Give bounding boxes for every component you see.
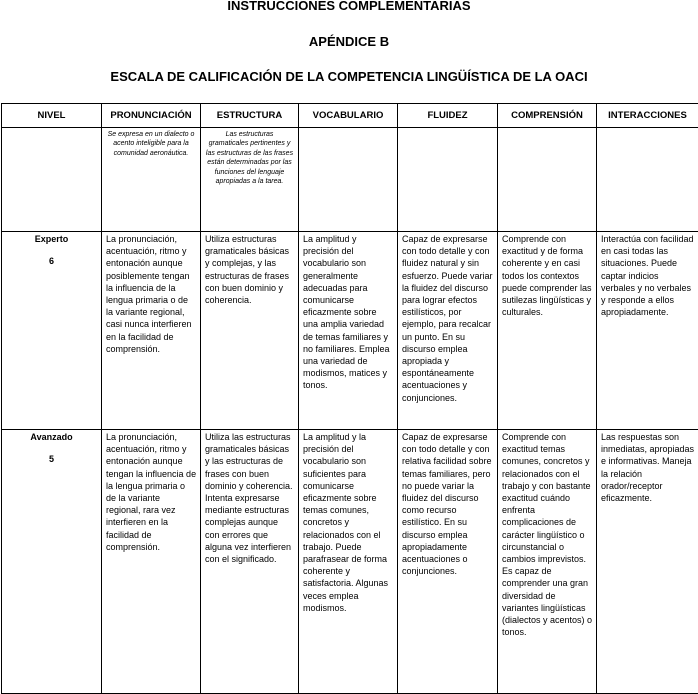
fluency-cell: Capaz de expresarse con todo detalle y con relativa facilidad sobre temas familiares, pero no puede variar la fluidez del discurso como recurso estilístico. En su discurso emplea apropiadamente acentuaciones o conjunciones. bbox=[398, 430, 498, 694]
pronunciation-cell: La pronunciación, acentuación, ritmo y entonación aunque posiblemente tengan la influencia de la lengua primaria o de la variante regional, casi nunca interfieren en la facilidad de comprensión. bbox=[102, 232, 201, 430]
notes-row bbox=[2, 128, 698, 232]
notes-level-cell bbox=[2, 128, 102, 232]
table-row bbox=[2, 232, 698, 430]
notes-comprehension-cell bbox=[498, 128, 597, 232]
interactions-cell: Las respuestas son inmediatas, apropiadas e informativas. Maneja la relación orador/receptor eficazmente. bbox=[597, 430, 698, 694]
fluency-cell: Capaz de expresarse con todo detalle y con fluidez natural y sin esfuerzo. Puede variar la fluidez del discurso para lograr efectos estilísticos, por ejemplo, para recalcar un punto. En su discurso emplea apropiada y espontáneamente acentuaciones y conjunciones. bbox=[398, 232, 498, 430]
column-header-level: NIVEL bbox=[2, 104, 102, 128]
scale-title: ESCALA DE CALIFICACIÓN DE LA COMPETENCIA LINGÜÍSTICA DE LA OACI bbox=[110, 69, 588, 84]
column-header-vocabulary: VOCABULARIO bbox=[299, 104, 398, 128]
structure-cell: Utiliza las estructuras gramaticales básicas y las estructuras de frases con buen dominio y coherencia. Intenta expresarse mediante estructuras complejas aunque con errores que alguna vez interfieren con el significado. bbox=[201, 430, 299, 694]
column-header-interactions: INTERACCIONES bbox=[597, 104, 698, 128]
interactions-cell: Interactúa con facilidad en casi todas las situaciones. Puede captar indicios verbales y no verbales y responde a ellos apropiadamente. bbox=[597, 232, 698, 430]
appendix-heading: APÉNDICE B bbox=[308, 34, 390, 49]
notes-structure-cell bbox=[201, 128, 299, 232]
vocabulary-cell: La amplitud y precisión del vocabulario son generalmente adecuadas para comunicarse eficazmente sobre una amplia variedad de temas familiares y no familiares. Emplea una variedad de modismos, matices y tonos. bbox=[299, 232, 398, 430]
vocabulary-cell: La amplitud y la precisión del vocabulario son suficientes para comunicarse eficazmente sobre temas comunes, concretos y relacionados con el trabajo. Puede parafrasear de forma coherente y satisfactoria. Algunas veces emplea modismos. bbox=[299, 430, 398, 694]
table-row bbox=[2, 430, 698, 694]
pronunciation-note: Se expresa en un dialecto o acento inteligible para la comunidad aeronáutica. bbox=[107, 131, 195, 157]
notes-interactions-cell bbox=[597, 128, 698, 232]
notes-pronunciation-cell bbox=[102, 128, 201, 232]
structure-cell: Utiliza estructuras gramaticales básicas y complejas, y las estructuras de frases con buen dominio y coherencia. bbox=[201, 232, 299, 430]
column-header-fluency: FLUIDEZ bbox=[398, 104, 498, 128]
level-cell bbox=[2, 232, 102, 430]
level-number: 5 bbox=[48, 454, 54, 465]
level-cell bbox=[2, 430, 102, 694]
comprehension-cell: Comprende con exactitud temas comunes, concretos y relacionados con el trabajo y con bastante exactitud cuándo enfrenta complicaciones de carácter lingüístico o circunstancial o cambios imprevistos. Es capaz de comprender una gran diversidad de variantes lingüísticas (dialectos y acentos) o tonos. bbox=[498, 430, 597, 694]
pronunciation-cell: La pronunciación, acentuación, ritmo y entonación aunque tengan la influencia de la lengua primaria o de la variante regional, rara vez interfieren en la facilidad de comprensión. bbox=[102, 430, 201, 694]
column-header-comprehension: COMPRENSIÓN bbox=[498, 104, 597, 128]
table-header-row bbox=[2, 104, 698, 128]
rating-scale-table bbox=[1, 103, 698, 694]
notes-fluency-cell bbox=[398, 128, 498, 232]
column-header-structure: ESTRUCTURA bbox=[201, 104, 299, 128]
column-header-pronunciation: PRONUNCIACIÓN bbox=[102, 104, 201, 128]
level-name: Avanzado bbox=[30, 432, 73, 442]
structure-note: Las estructuras gramaticales pertinentes y las estructuras de las frases están determinadas por las funciones del lenguaje apropiadas a la tarea. bbox=[205, 131, 294, 186]
level-number: 6 bbox=[48, 256, 54, 267]
comprehension-cell: Comprende con exactitud y de forma coherente y en casi todos los contextos puede comprender las sutilezas lingüísticas y culturales. bbox=[498, 232, 597, 430]
level-name: Experto bbox=[34, 234, 69, 244]
notes-vocabulary-cell bbox=[299, 128, 398, 232]
document-title: INSTRUCCIONES COMPLEMENTARIAS bbox=[227, 0, 471, 13]
